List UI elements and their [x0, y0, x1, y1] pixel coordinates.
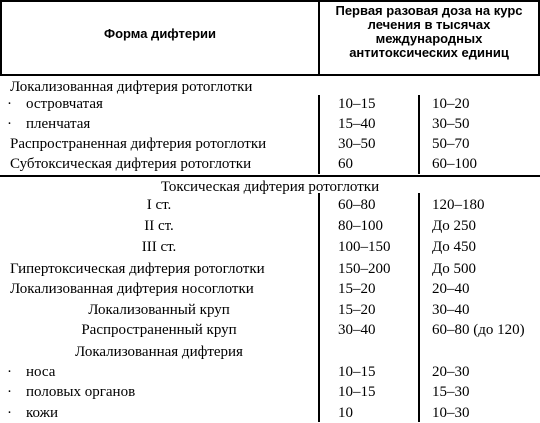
course-dose-cell: 60–100 [432, 156, 477, 172]
row-label: Локализованная дифтерия ротоглотки [10, 79, 253, 95]
row-label: носа [26, 364, 56, 380]
first-dose-cell: 60 [338, 156, 353, 172]
table-row [0, 259, 540, 279]
bullet-mark: · [7, 384, 12, 400]
course-dose-cell: 30–40 [432, 302, 470, 318]
first-dose-cell: 10–15 [338, 96, 376, 112]
first-dose-cell: 30–50 [338, 136, 376, 152]
table-row [0, 114, 540, 134]
table-row [0, 403, 540, 423]
first-dose-cell: 80–100 [338, 218, 383, 234]
header-dose-line: международных [375, 31, 483, 46]
row-label: Гипертоксическая дифтерия ротоглотки [10, 261, 265, 277]
first-dose-cell: 10 [338, 405, 353, 421]
course-dose-cell: 10–20 [432, 96, 470, 112]
table-row [0, 320, 540, 340]
table-row [0, 382, 540, 402]
row-label: III ст. [141, 239, 177, 255]
first-dose-cell: 150–200 [338, 261, 391, 277]
course-dose-cell: 30–50 [432, 116, 470, 132]
header-column-divider [318, 0, 320, 74]
first-dose-cell: 15–40 [338, 116, 376, 132]
row-label: Распространенный круп [81, 322, 237, 338]
course-dose-cell: 20–30 [432, 364, 470, 380]
course-dose-cell: До 250 [432, 218, 476, 234]
table-row [0, 342, 540, 362]
header-form-label: Форма дифтерии [103, 26, 217, 41]
row-label: Локализованная дифтерия носоглотки [10, 281, 254, 297]
table-row [0, 362, 540, 382]
table-row [0, 279, 540, 299]
row-label: пленчатая [26, 116, 91, 132]
row-label: Распространенная дифтерия ротоглотки [10, 136, 267, 152]
first-dose-cell: 30–40 [338, 322, 376, 338]
table-row [0, 177, 540, 197]
row-label: Токсическая дифтерия ротоглотки [160, 179, 380, 195]
course-dose-cell: 10–30 [432, 405, 470, 421]
row-label: островчатая [26, 96, 103, 112]
bullet-mark: · [7, 364, 12, 380]
row-label: I ст. [146, 197, 172, 213]
header-bottom-rule [0, 74, 540, 76]
course-dose-cell: До 450 [432, 239, 476, 255]
row-label: половых органов [26, 384, 136, 400]
course-dose-cell: 120–180 [432, 197, 485, 213]
row-label: Локализованная дифтерия [75, 344, 243, 360]
course-dose-cell: 50–70 [432, 136, 470, 152]
table-row [0, 154, 540, 174]
row-label: Локализованный круп [88, 302, 230, 318]
table-row [0, 94, 540, 114]
table-row [0, 300, 540, 320]
table-row [0, 134, 540, 154]
table-row [0, 195, 540, 215]
header-dose-line: Первая разовая доза на курс [335, 3, 523, 18]
first-dose-cell: 15–20 [338, 281, 376, 297]
bullet-mark: · [7, 96, 12, 112]
bullet-mark: · [7, 116, 12, 132]
header-dose-line: лечения в тысячах [367, 17, 491, 32]
first-dose-cell: 10–15 [338, 364, 376, 380]
header-dose-label [322, 4, 536, 60]
table-row [0, 216, 540, 236]
course-dose-cell: 60–80 (до 120) [432, 322, 525, 338]
first-dose-cell: 10–15 [338, 384, 376, 400]
row-label: Субтоксическая дифтерия ротоглотки [10, 156, 252, 172]
first-dose-cell: 100–150 [338, 239, 391, 255]
course-dose-cell: 20–40 [432, 281, 470, 297]
header-dose-line: антитоксических единиц [349, 45, 509, 60]
first-dose-cell: 60–80 [338, 197, 376, 213]
table-row [0, 237, 540, 257]
first-dose-cell: 15–20 [338, 302, 376, 318]
row-label: кожи [26, 405, 59, 421]
bullet-mark: · [7, 405, 12, 421]
course-dose-cell: До 500 [432, 261, 476, 277]
row-label: II ст. [144, 218, 174, 234]
course-dose-cell: 15–30 [432, 384, 470, 400]
